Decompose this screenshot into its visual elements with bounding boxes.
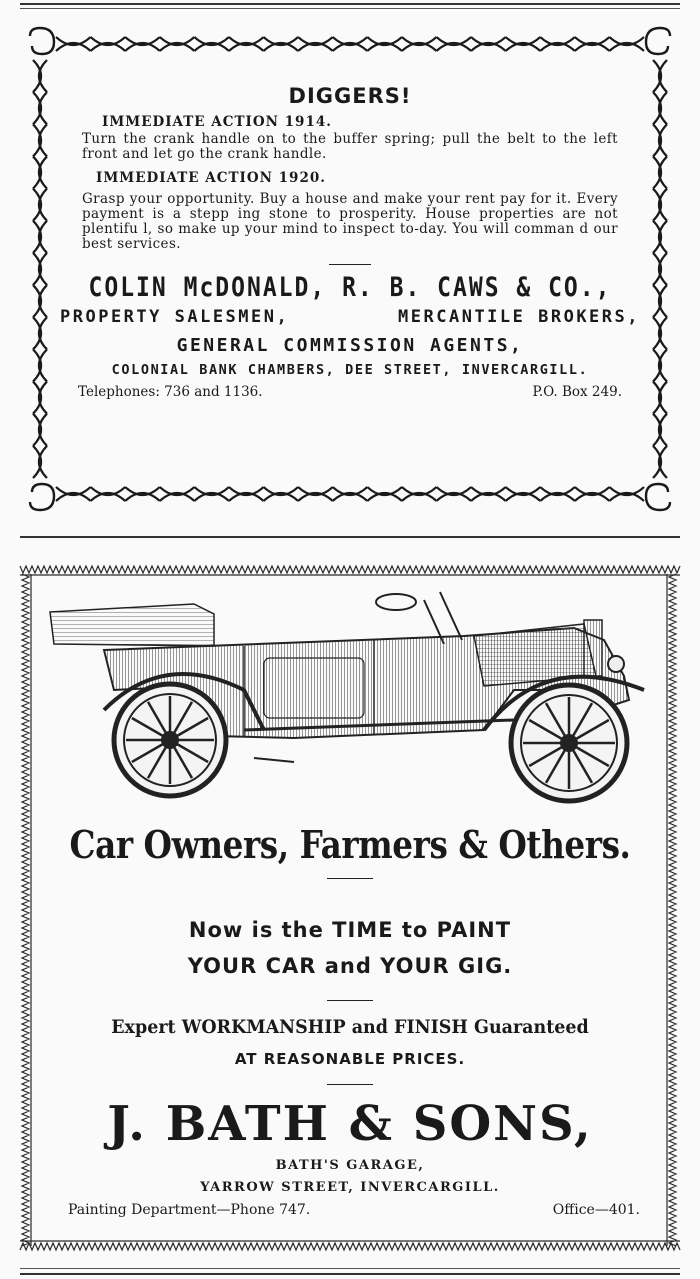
agents-line: GENERAL COMMISSION AGENTS, — [176, 335, 524, 356]
firm-name: J. BATH & SONS, — [107, 1096, 593, 1152]
prices-line: AT REASONABLE PRICES. — [234, 1050, 466, 1068]
paragraph-1914: Turn the crank handle on to the buffer spring; pull the belt to the left front and let go the crank handle. — [82, 131, 618, 162]
divider-1 — [327, 878, 373, 879]
separator-rule — [20, 536, 680, 538]
role-left: PROPERTY SALESMEN, — [60, 307, 290, 327]
divider — [329, 264, 371, 265]
office-phone: Office—401. — [552, 1202, 640, 1218]
divider-2 — [327, 1000, 373, 1001]
garage-line: BATH'S GARAGE, — [275, 1158, 425, 1173]
ad-title: Car Owners, Farmers & Others. — [69, 822, 631, 867]
paint-line-1: Now is the TIME to PAINT — [188, 918, 512, 942]
telephones: Telephones: 736 and 1136. — [78, 384, 263, 400]
role-right: MERCANTILE BROKERS, — [398, 307, 640, 327]
expert-line: Expert WORKMANSHIP and FINISH Guaranteed — [111, 1016, 589, 1038]
top-rule — [20, 3, 680, 5]
bath-and-sons-advertisement — [16, 560, 684, 1260]
subhead-1914: IMMEDIATE ACTION 1914. — [102, 114, 332, 130]
touring-car-icon — [44, 580, 656, 815]
bottom-rule-thick — [20, 1273, 680, 1275]
street-line: YARROW STREET, INVERCARGILL. — [200, 1180, 500, 1195]
po-box: P.O. Box 249. — [532, 384, 622, 400]
firm-name: COLIN McDONALD, R. B. CAWS & CO., — [88, 273, 612, 303]
diggers-advertisement — [22, 26, 678, 512]
headline: DIGGERS! — [288, 84, 412, 108]
roles-row — [60, 307, 640, 327]
top-rule-thin — [20, 8, 680, 9]
rear-wheel-icon — [114, 684, 226, 796]
painting-dept: Painting Department—Phone 747. — [68, 1202, 311, 1218]
bottom-rule — [20, 1268, 680, 1269]
address-line: COLONIAL BANK CHAMBERS, DEE STREET, INVERCARGILL. — [111, 362, 589, 378]
front-wheel-icon — [511, 685, 627, 801]
subhead-1920: IMMEDIATE ACTION 1920. — [96, 170, 326, 186]
divider-3 — [327, 1084, 373, 1085]
paint-line-2: YOUR CAR and YOUR GIG. — [187, 954, 513, 978]
contact-row — [78, 384, 622, 400]
paragraph-1920: Grasp your opportunity. Buy a house and make your rent pay for it. Every payment is a stepp ing stone to prosperity. House properties are not plentifu l, so make up your mind to inspect to-day. You will comman d our best services. — [82, 191, 618, 252]
